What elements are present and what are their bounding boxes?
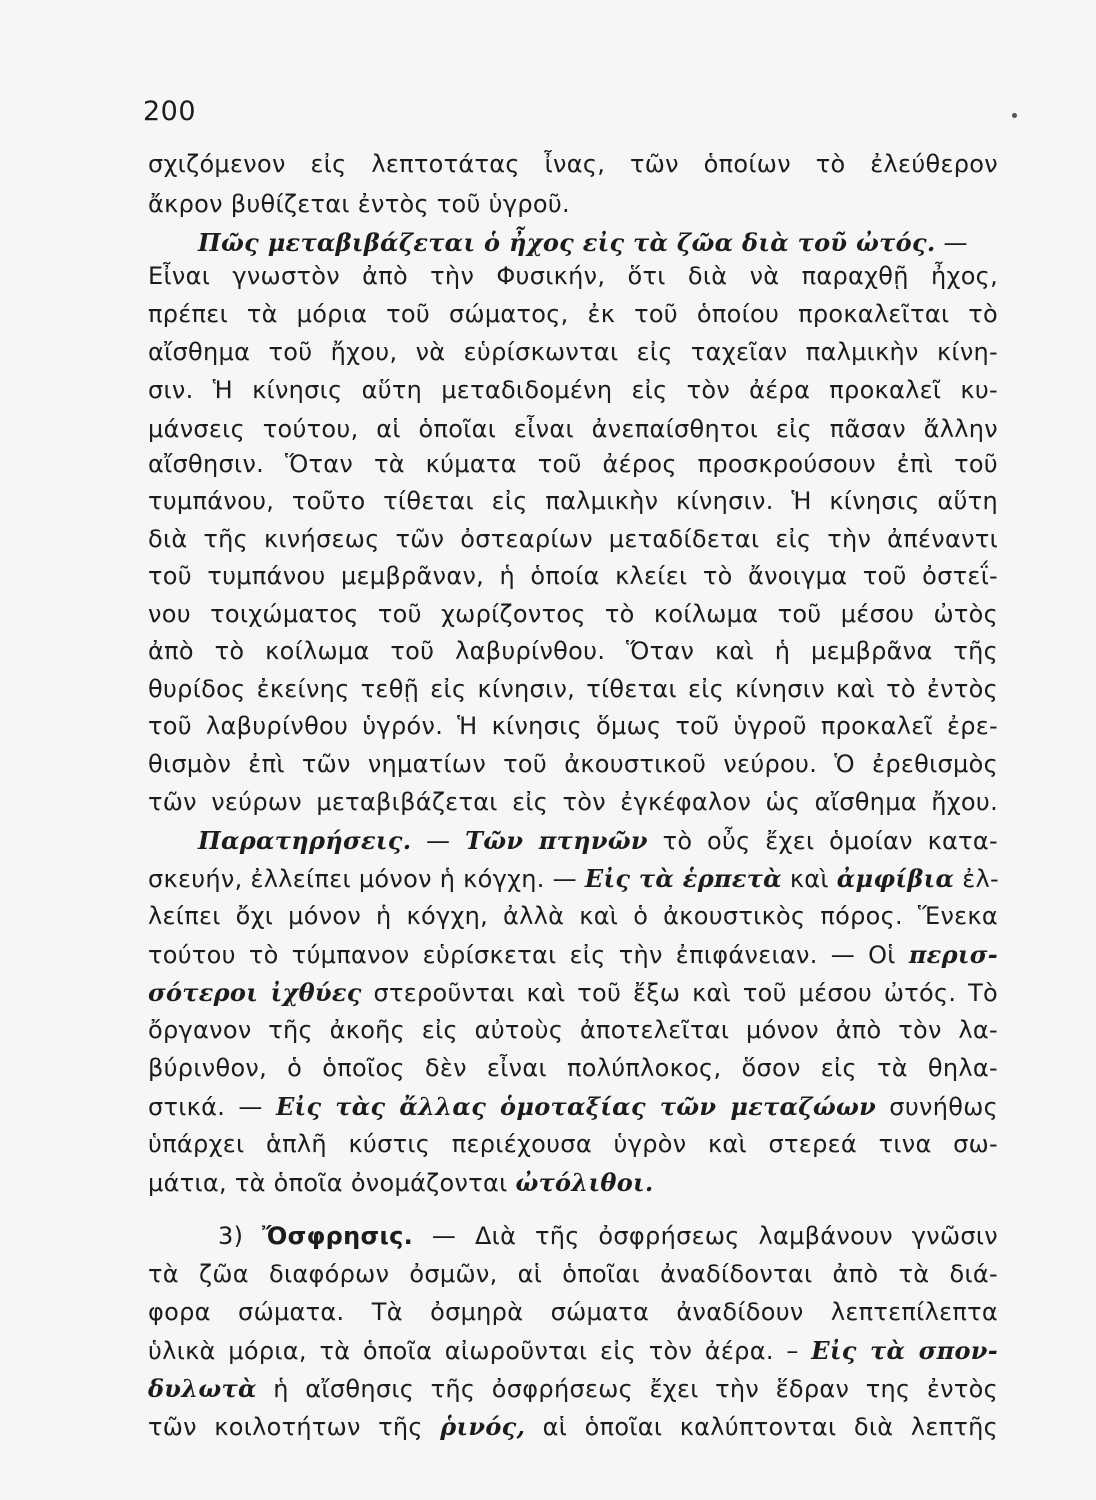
margin-mark	[1012, 113, 1017, 118]
text-line: λείπει ὄχι μόνον ἡ κόγχη, ἀλλὰ καὶ ὁ ἀκουστικὸς πόρος. Ἕνεκα	[148, 902, 998, 930]
text-fragment: μάτια, τὰ ὁποῖα ὀνομάζονται	[148, 1169, 516, 1197]
text-fragment: ἡ αἴσθησις τῆς ὀσφρήσεως ἔχει τὴν ἕδραν της ἐντὸς	[256, 1375, 998, 1403]
subheading: Πῶς μεταβιβάζεται ὁ ἦχος εἰς τὰ ζῶα διὰ τοῦ ὠτός.	[198, 228, 936, 257]
section-number: 3)	[218, 1222, 263, 1250]
text-line: τοῦ λαβυρίνθου ὑγρόν. Ἡ κίνησις ὅμως τοῦ ὑγροῦ προκαλεῖ ἐρε-	[148, 712, 998, 740]
text-fragment: σκευήν, ἐλλείπει μόνον ἡ κόγχη. —	[148, 865, 585, 893]
text-line	[148, 1374, 998, 1403]
text-line: ὑπάρχει ἁπλῆ κύστις περιέχουσα ὑγρὸν καὶ στερεά τινα σω-	[148, 1130, 998, 1158]
text-line: ἀπὸ τὸ κοίλωμα τοῦ λαβυρίνθου. Ὅταν καὶ ἡ μεμβρᾶνα τῆς	[148, 637, 998, 665]
text-line: τῶν νεύρων μεταβιβάζεται εἰς τὸν ἐγκέφαλον ὡς αἴσθημα ἤχου.	[148, 788, 998, 816]
text-line: πρέπει τὰ μόρια τοῦ σώματος, ἐκ τοῦ ὁποίου προκαλεῖται τὸ	[148, 300, 998, 328]
text-line: αἴσθησιν. Ὅταν τὰ κύματα τοῦ ἀέρος προσκρούσουν ἐπὶ τοῦ	[148, 450, 998, 478]
text-line: θυρίδος ἐκείνης τεθῇ εἰς κίνησιν, τίθεται εἰς κίνησιν καὶ τὸ ἐντὸς	[148, 675, 998, 703]
text-line: τυμπάνου, τοῦτο τίθεται εἰς παλμικὴν κίνησιν. Ἡ κίνησις αὕτη	[148, 487, 998, 515]
text-line	[148, 978, 998, 1007]
text-line: διὰ τῆς κινήσεως τῶν ὀστεαρίων μεταδίδεται εἰς τὴν ἀπέναντι	[148, 525, 998, 553]
text-line	[148, 1092, 998, 1121]
text-fragment: τούτου τὸ τύμπανον εὑρίσκεται εἰς τὴν ἐπιφάνειαν. — Οἱ	[148, 941, 909, 969]
page-number: 200	[143, 96, 197, 127]
term-nose: ῥινός,	[440, 1412, 526, 1441]
term-birds: Τῶν πτηνῶν	[465, 826, 648, 855]
text-fragment: καὶ	[781, 865, 837, 893]
text-line: αἴσθημα τοῦ ἤχου, νὰ εὑρίσκωνται εἰς ταχεῖαν παλμικὴν κίνη-	[148, 338, 998, 366]
text-line: βύρινθον, ὁ ὁποῖος δὲν εἶναι πολύπλοκος, ὅσον εἰς τὰ θηλα-	[148, 1054, 998, 1082]
dash: —	[411, 827, 466, 855]
term-vertebrates-start: Εἰς τὰ σπον-	[811, 1336, 998, 1365]
term-otoliths: ὠτόλιθοι.	[515, 1168, 654, 1197]
observations-heading: Παρατηρήσεις.	[198, 826, 412, 855]
text-line: τὰ ζῶα διαφόρων ὀσμῶν, αἱ ὁποῖαι ἀναδίδονται ἀπὸ τὰ διά-	[148, 1260, 998, 1288]
text-line: σχιζόμενον εἰς λεπτοτάτας ἶνας, τῶν ὁποίων τὸ ἐλεύθερον	[148, 150, 998, 178]
text-line	[148, 1168, 654, 1197]
text-fragment: στεροῦνται καὶ τοῦ ἔξω καὶ τοῦ μέσου ὠτός. Τὸ	[361, 979, 999, 1007]
text-fragment: συνήθως	[876, 1093, 998, 1121]
text-fragment: ὑλικὰ μόρια, τὰ ὁποῖα αἰωροῦνται εἰς τὸν ἀέρα. –	[148, 1337, 812, 1365]
text-line: φορα σώματα. Τὰ ὀσμηρὰ σώματα ἀναδίδουν λεπτεπίλεπτα	[148, 1298, 998, 1326]
section-heading-line	[148, 1222, 998, 1250]
text-line: ἄκρον βυθίζεται ἐντὸς τοῦ ὑγροῦ.	[148, 190, 570, 218]
text-line	[148, 1412, 998, 1441]
text-line: νου τοιχώματος τοῦ χωρίζοντος τὸ κοίλωμα τοῦ μέσου ὠτὸς	[148, 600, 998, 628]
term-vertebrates-end: δυλωτὰ	[148, 1374, 257, 1403]
term-reptiles: Εἰς τὰ ἑρπετὰ	[584, 864, 782, 893]
text-line	[148, 1336, 998, 1365]
text-line: τοῦ τυμπάνου μεμβρᾶναν, ἡ ὁποία κλείει τὸ ἄνοιγμα τοῦ ὀστεΐ-	[148, 562, 998, 590]
term-other-classes: Εἰς τὰς ἄλλας ὁμοταξίας τῶν μεταζώων	[275, 1092, 877, 1121]
text-fragment: — Διὰ τῆς ὀσφρήσεως λαμβάνουν γνῶσιν	[413, 1222, 998, 1250]
text-fragment: τῶν κοιλοτήτων τῆς	[148, 1413, 441, 1441]
observations-line	[148, 826, 998, 855]
subheading-dash: —	[935, 229, 968, 257]
term-amphibians: ἀμφίβια	[836, 864, 955, 893]
text-line: θισμὸν ἐπὶ τῶν νηματίων τοῦ ἀκουστικοῦ νεύρου. Ὁ ἐρεθισμὸς	[148, 750, 998, 778]
text-fragment: στικά. —	[148, 1093, 276, 1121]
text-fragment: τὸ οὖς ἔχει ὁμοίαν κατα-	[647, 827, 998, 855]
text-line: Εἶναι γνωστὸν ἀπὸ τὴν Φυσικήν, ὅτι διὰ νὰ παραχθῇ ἦχος,	[148, 262, 998, 290]
term-fish-start: περισ-	[908, 940, 998, 969]
text-fragment: ἐλ-	[954, 865, 999, 893]
section-title: Ὄσφρησις.	[262, 1222, 414, 1250]
term-fish-end: σότεροι ἰχθύες	[148, 978, 362, 1007]
subheading-line	[148, 228, 968, 257]
text-line	[148, 940, 998, 969]
text-fragment: αἱ ὁποῖαι καλύπτονται διὰ λεπτῆς	[525, 1413, 998, 1441]
text-line: σιν. Ἡ κίνησις αὕτη μεταδιδομένη εἰς τὸν ἀέρα προκαλεῖ κυ-	[148, 376, 998, 404]
text-line: ὄργανον τῆς ἀκοῆς εἰς αὐτοὺς ἀποτελεῖται μόνον ἀπὸ τὸν λα-	[148, 1016, 998, 1044]
text-line: μάνσεις τούτου, αἱ ὁποῖαι εἶναι ἀνεπαίσθητοι εἰς πᾶσαν ἄλλην	[148, 415, 998, 443]
text-line	[148, 864, 998, 893]
